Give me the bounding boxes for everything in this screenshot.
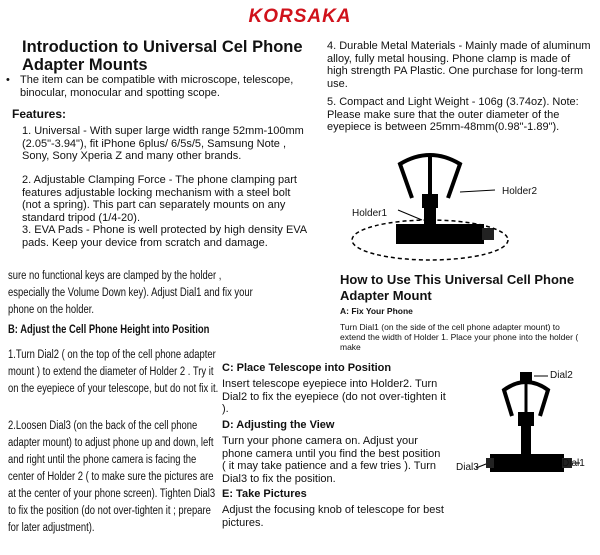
step-d-text: Turn your phone camera on. Adjust your phone camera until you find the best position ( it may take patience and a few tries ). Turn Dial3 to fix the position. bbox=[222, 435, 441, 485]
brand-logo: KORSAKA bbox=[248, 6, 352, 27]
howto-title: How to Use This Universal Cell Phone Adapter Mount bbox=[340, 272, 575, 303]
feature-2: 2. Adjustable Clamping Force - The phone clamping part features adjustable locking mechanism with a steel bolt (not a spring). This part can separately mounts on any standard tripod (1/4-20). bbox=[22, 174, 297, 224]
intro-text: The item can be compatible with microscope, telescope, binocular, monocular and spotting scope. bbox=[20, 74, 294, 99]
step-a-heading: A: Fix Your Phone bbox=[340, 306, 413, 316]
intro-bullet bbox=[6, 74, 311, 99]
bullet-icon: • bbox=[6, 74, 10, 86]
dial2-label: Dial2 bbox=[550, 370, 573, 381]
telescope-body bbox=[490, 454, 564, 472]
step-b-1: 1.Turn Dial2 ( on the top of the cell phone adapter mount ) to extend the diameter of Holder 2 . Try it on the eyepiece of your telescope, but do not fix it. bbox=[8, 349, 219, 395]
step-e-text: Adjust the focusing knob of telescope for best pictures. bbox=[222, 504, 444, 529]
feature-4: 4. Durable Metal Materials - Mainly made of aluminum alloy, fully metal housing. Phone clamp is made of high strength PA Plastic. One purchase for long-term use. bbox=[327, 40, 591, 90]
step-a-text: Turn Dial1 (on the side of the cell phone adapter mount) to extend the width of Holder 1. Place your phone into the holder ( make bbox=[340, 322, 579, 352]
holder2-label: Holder2 bbox=[502, 186, 538, 197]
dial1-label: Dial1 bbox=[562, 458, 585, 469]
feature-5: 5. Compact and Light Weight - 106g (3.74oz). Note: Please make sure that the outer diameter of the eyepiece is between 25mm-48mm(0.98"-1.89"). bbox=[327, 96, 579, 134]
dial2-knob bbox=[520, 372, 532, 382]
feature-3: 3. EVA Pads - Phone is well protected by high density EVA pads. Keep your device from scratch and damage. bbox=[22, 224, 307, 249]
features-heading: Features: bbox=[12, 107, 67, 121]
step-c-heading: C: Place Telescope into Position bbox=[222, 362, 392, 374]
step-b-heading: B: Adjust the Cell Phone Height into Position bbox=[8, 324, 210, 336]
dial3-knob bbox=[486, 458, 494, 468]
step-e-heading: E: Take Pictures bbox=[222, 488, 307, 500]
telescope-body bbox=[396, 224, 484, 244]
dial3-label: Dial3 bbox=[456, 462, 479, 473]
page-title: Introduction to Universal Cel Phone Adapter Mounts bbox=[22, 38, 303, 74]
step-c-text: Insert telescope eyepiece into Holder2. Turn Dial2 to fix the eyepiece (do not over-tighten it ). bbox=[222, 378, 446, 416]
holder1-label: Holder1 bbox=[352, 208, 388, 219]
step-d-heading: D: Adjusting the View bbox=[222, 419, 335, 431]
step-b-2: 2.Loosen Dial3 (on the back of the cell phone adapter mount) to adjust phone up and down, left and right until the phone camera is facing the center of Holder 2 ( to make sure the pictures are at the center of your phone screen). Tighten Dial3 to fix the position (do not over-tighten it ; prepare for later adjustment). bbox=[8, 420, 216, 534]
feature-1: 1. Universal - With super large width range 52mm-100mm (2.05"-3.94"), fit iPhone 6plus/ 6/5s/5, Samsung Note , Sony, Sony Xperia Z and many other brands. bbox=[22, 125, 304, 163]
step-a-continued: sure no functional keys are clamped by the holder , especially the Volume Down key). Adjust Dial1 and fix your phone on the holder. bbox=[8, 270, 253, 316]
